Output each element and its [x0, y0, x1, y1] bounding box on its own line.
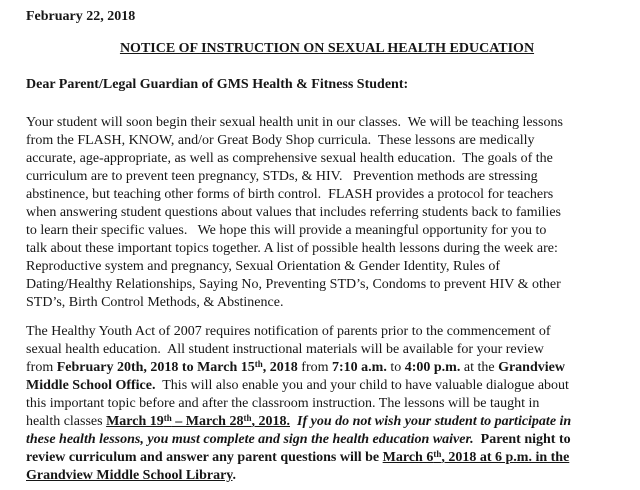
text-run: , 2018. [251, 414, 290, 429]
text-line [26, 258, 628, 276]
text-run [474, 432, 481, 447]
text-run: February 20th, 2018 to March 15 [56, 360, 255, 375]
text-line [26, 204, 628, 222]
text-line [26, 276, 628, 294]
text-run: from [297, 360, 333, 375]
text-run: Dating/Healthy Relationships, Saying No, Preventing STD’s, Condoms to prevent HIV & other [26, 277, 561, 292]
text-run: STD’s, Birth Control Methods, & Abstinence. [26, 295, 284, 310]
text-line [26, 323, 628, 341]
text-run: – March 28 [171, 414, 244, 429]
text-run: at the [460, 360, 499, 375]
text-run: to [386, 360, 405, 375]
text-line [26, 449, 628, 467]
text-run: This will also enable you and your child to have valuable dialogue about [155, 378, 569, 393]
text-run [106, 414, 290, 429]
text-run: th [254, 359, 263, 369]
text-run [57, 360, 298, 375]
text-run: review curriculum and answer any parent questions will be [26, 450, 383, 465]
text-run: this important topic before and after the classroom instruction. The lessons will be taught in [26, 396, 540, 411]
text-line [26, 168, 628, 186]
text-run [26, 468, 233, 483]
text-run: , 2018 [262, 360, 298, 375]
text-run: th [433, 449, 442, 459]
text-run: , 2018 at 6 p.m. in the [441, 450, 570, 465]
text-line [26, 294, 628, 312]
text-run: Middle School Office. [26, 378, 156, 393]
text-line [26, 395, 628, 413]
text-line [26, 431, 628, 449]
text-line [26, 467, 628, 485]
body-paragraph-1 [26, 114, 628, 312]
text-run: talk about these important topics together. A list of possible health lessons during the week are: [26, 241, 558, 256]
text-run: accurate, age-appropriate, as well as comprehensive sexual health education. The goals of the [26, 151, 553, 166]
text-run: If you do not wish your student to participate in [297, 414, 572, 429]
text-line [26, 150, 628, 168]
text-line [26, 222, 628, 240]
text-run: March 6 [382, 450, 434, 465]
notice-title: NOTICE OF INSTRUCTION ON SEXUAL HEALTH EDUCATION [119, 41, 535, 56]
text-line [26, 186, 628, 204]
text-run: . [232, 468, 237, 483]
body-paragraph-2 [26, 323, 628, 485]
text-run [290, 414, 297, 429]
text-run: curriculum are to prevent teen pregnancy, STDs, & HIV. Prevention methods are stressing [26, 169, 538, 184]
text-run: Parent night to [480, 432, 571, 447]
text-run: health classes [26, 414, 107, 429]
text-run: when answering student questions about values that includes referring students back to families [26, 205, 561, 220]
text-line [26, 413, 628, 431]
text-run [383, 450, 570, 465]
text-line [26, 132, 628, 150]
text-run: Your student will soon begin their sexual health unit in our classes. We will be teaching lessons [26, 115, 563, 130]
text-run: Grandview [498, 360, 565, 375]
text-line [26, 240, 628, 258]
text-run: sexual health education. All student instructional materials will be available for your review [26, 342, 544, 357]
text-run: from [26, 360, 57, 375]
text-run: 7:10 a.m. [332, 360, 387, 375]
text-line [26, 359, 628, 377]
text-run: 4:00 p.m. [404, 360, 461, 375]
text-run: Reproductive system and pregnancy, Sexual Orientation & Gender Identity, Rules of [26, 259, 501, 274]
text-run: March 19 [106, 414, 164, 429]
text-line [26, 377, 628, 395]
date-line: February 22, 2018 [26, 9, 136, 24]
text-run: The Healthy Youth Act of 2007 requires notification of parents prior to the commencement of [26, 324, 551, 339]
text-run: abstinence, but teaching other forms of birth control. FLASH provides a protocol for teachers [26, 187, 554, 202]
text-run: th [243, 413, 252, 423]
text-run: th [163, 413, 172, 423]
text-line [26, 114, 628, 132]
text-run: Grandview Middle School Library [26, 468, 233, 483]
text-line [26, 341, 628, 359]
text-run: from the FLASH, KNOW, and/or Great Body Shop curricula. These lessons are medically [26, 133, 535, 148]
text-run: these health lessons, you must complete and sign the health education waiver. [26, 432, 474, 447]
salutation: Dear Parent/Legal Guardian of GMS Health & Fitness Student: [26, 77, 409, 92]
text-run: to learn their specific values. We hope this will provide a meaningful opportunity for you to [26, 223, 547, 238]
